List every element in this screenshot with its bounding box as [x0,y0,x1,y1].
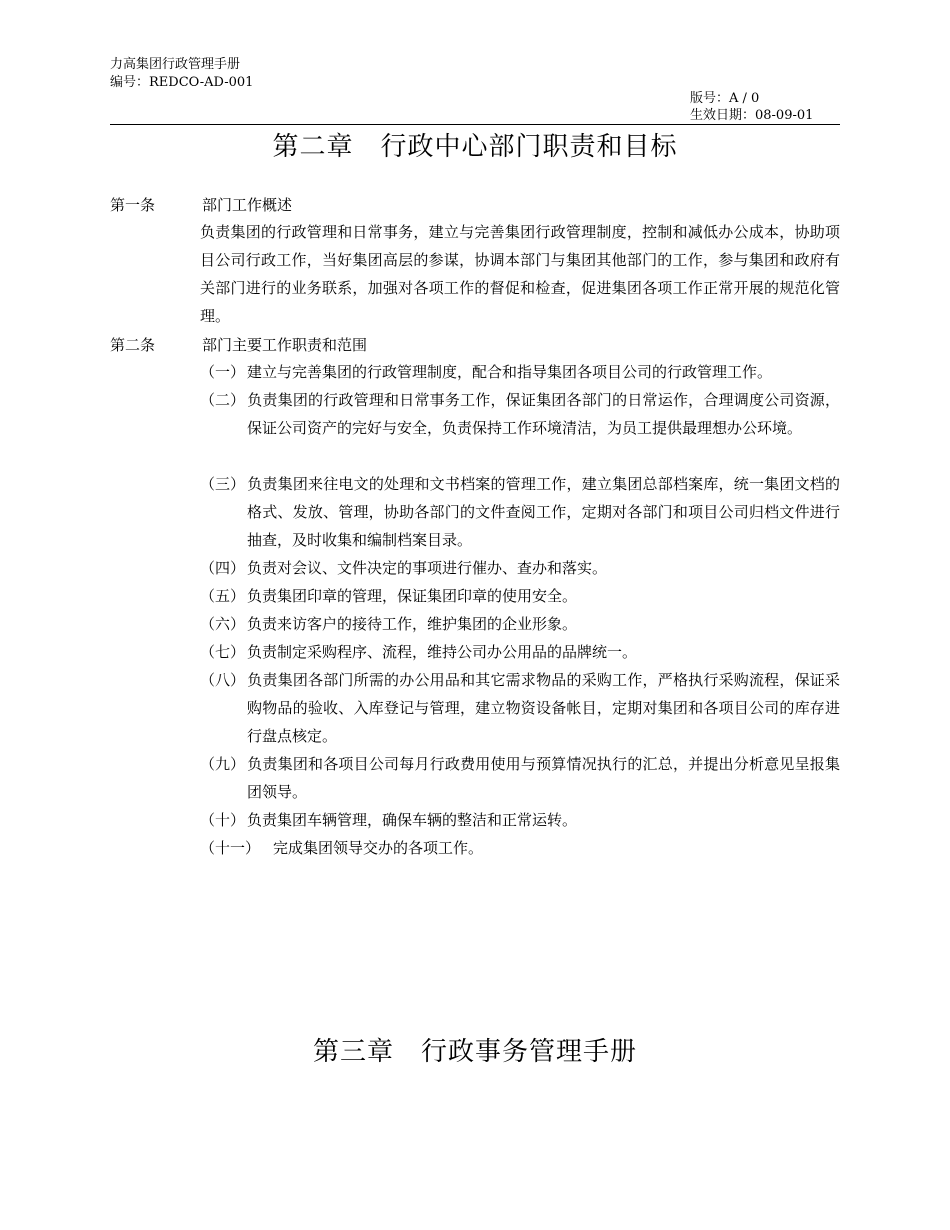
item-text: 负责来访客户的接待工作，维护集团的企业形象。 [247,615,578,633]
item-text: 建立与完善集团的行政管理制度，配合和指导集团各项目公司的行政管理工作。 [247,363,773,381]
item-number: （九） [200,755,246,773]
list-item [200,554,840,582]
item-number: （八） [200,671,246,689]
item-text: 完成集团领导交办的各项工作。 [273,839,484,857]
version-number: 版号：A / 0 [690,91,760,106]
list-item [200,582,840,610]
item-text: 负责集团各部门所需的办公用品和其它需求物品的采购工作，严格执行采购流程，保证采购物品的验收、入库登记与管理，建立物资设备帐目，定期对集团和各项目公司的库存进行盘点核定。 [247,671,840,745]
chapter-2-title: 第二章 行政中心部门职责和目标 [272,132,678,162]
list-item [200,638,840,666]
article-2-heading [110,335,367,355]
item-text: 负责制定采购程序、流程，维持公司办公用品的品牌统一。 [247,643,638,661]
chapter-3-title: 第三章 行政事务管理手册 [312,1037,637,1067]
list-item [200,806,840,834]
item-text: 负责集团来往电文的处理和文书档案的管理工作，建立集团总部档案库，统一集团文档的格式、发放、管理，协助各部门的文件查阅工作，定期对各部门和项目公司归档文件进行抽查，及时收集和编制档案目录。 [247,475,840,549]
item-number: （三） [200,475,246,493]
item-number: （十） [200,811,246,829]
header-right [690,90,813,124]
list-item [200,386,840,442]
article-1-number: 第一条 [110,196,156,214]
item-text: 负责集团车辆管理，确保车辆的整洁和正常运转。 [247,811,578,829]
item-text: 负责对会议、文件决定的事项进行催办、查办和落实。 [247,559,608,577]
article-1-title: 部门工作概述 [202,196,293,214]
company-manual-title: 力高集团行政管理手册 [110,57,241,72]
list-item [200,610,840,638]
list-item [200,666,840,750]
list-item [200,358,840,386]
article-1-text: 负责集团的行政管理和日常事务，建立与完善集团行政管理制度，控制和减低办公成本，协助项目公司行政工作，当好集团高层的参谋，协调本部门与集团其他部门的工作，参与集团和政府有关部门进行的业务联系，加强对各项工作的督促和检查，促进集团各项工作正常开展的规范化管理。 [200,223,840,325]
item-number: （一） [200,363,246,381]
item-number: （五） [200,587,246,605]
header-divider [110,124,840,125]
list-item [200,750,840,806]
article-2-title: 部门主要工作职责和范围 [202,336,368,354]
list-item [200,470,840,554]
effective-date: 生效日期：08-09-01 [690,108,814,123]
item-number: （四） [200,559,246,577]
item-text: 负责集团印章的管理，保证集团印章的使用安全。 [247,587,578,605]
article-2-number: 第二条 [110,336,156,354]
item-text: 负责集团和各项目公司每月行政费用使用与预算情况执行的汇总，并提出分析意见呈报集团领导。 [247,755,840,801]
item-text: 负责集团的行政管理和日常事务工作，保证集团各部门的日常运作，合理调度公司资源，保证公司资产的完好与安全，负责保持工作环境清洁，为员工提供最理想办公环境。 [247,391,840,437]
item-number: （二） [200,391,246,409]
header-left [110,56,253,92]
list-item [200,834,840,862]
document-number: 编号：REDCO-AD-001 [110,75,254,90]
item-number: （七） [200,643,246,661]
item-number: （十一） [200,839,261,857]
item-number: （六） [200,615,246,633]
article-1-heading [110,195,292,215]
